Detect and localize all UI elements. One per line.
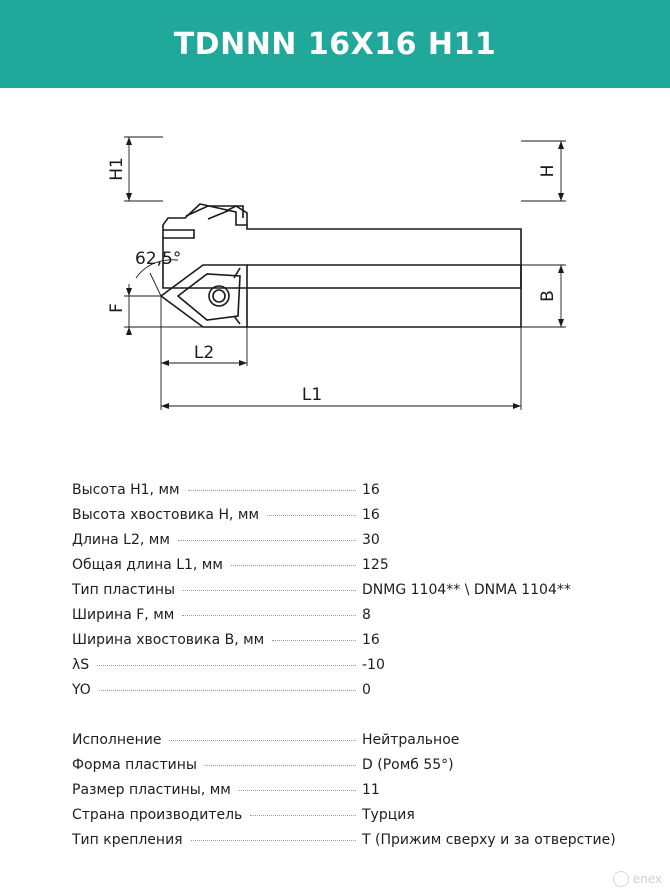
dot-leader — [267, 515, 356, 516]
label-l2: L2 — [193, 343, 215, 363]
spec-label: Высота H1, мм — [72, 482, 180, 498]
dot-leader — [99, 690, 356, 691]
dot-leader — [188, 490, 356, 491]
spec-value: -10 — [362, 657, 385, 673]
spec-row — [72, 607, 632, 632]
logo-text: enex — [632, 872, 662, 886]
dot-leader — [239, 790, 356, 791]
dot-leader — [272, 640, 356, 641]
label-angle: 62,5° — [135, 249, 182, 269]
spec-row — [72, 832, 632, 857]
spec-row — [72, 757, 632, 782]
spec-value: DNMG 1104** \ DNMA 1104** — [362, 582, 571, 598]
spec-label: Форма пластины — [72, 757, 197, 773]
spec-row — [72, 657, 632, 682]
spec-row — [72, 732, 632, 757]
tool-drawing — [0, 88, 670, 448]
dot-leader — [178, 540, 356, 541]
spec-label: Длина L2, мм — [72, 532, 170, 548]
label-l1: L1 — [301, 385, 323, 405]
spec-label: λS — [72, 657, 90, 673]
dot-leader — [182, 615, 356, 616]
spec-row — [72, 507, 632, 532]
insert-hole — [209, 286, 229, 306]
spec-label: Исполнение — [72, 732, 162, 748]
top-view-body — [247, 265, 521, 327]
spec-row — [72, 807, 632, 832]
spec-value: T (Прижим сверху и за отверстие) — [362, 832, 616, 848]
spec-group-gap — [72, 707, 632, 732]
header-bar — [0, 0, 670, 88]
spec-label: Ширина хвостовика B, мм — [72, 632, 265, 648]
spec-label: Высота хвостовика H, мм — [72, 507, 260, 523]
spec-row — [72, 532, 632, 557]
dot-leader — [191, 840, 356, 841]
spec-value: D (Ромб 55°) — [362, 757, 454, 773]
dot-leader — [169, 740, 356, 741]
spec-label: YO — [72, 682, 91, 698]
spec-value: 30 — [362, 532, 380, 548]
spec-value: 125 — [362, 557, 389, 573]
spec-value: 16 — [362, 632, 380, 648]
logo — [613, 871, 662, 887]
spec-label: Тип пластины — [72, 582, 176, 598]
spec-value: 8 — [362, 607, 371, 623]
spec-value: 11 — [362, 782, 380, 798]
spec-row — [72, 682, 632, 707]
spec-row — [72, 582, 632, 607]
spec-row — [72, 482, 632, 507]
spec-label: Размер пластины, мм — [72, 782, 231, 798]
spec-label: Общая длина L1, мм — [72, 557, 223, 573]
dot-leader — [205, 765, 356, 766]
label-h1: H1 — [107, 157, 127, 181]
dot-leader — [231, 565, 356, 566]
dot-leader — [97, 665, 356, 666]
label-b: B — [538, 290, 558, 302]
spec-row — [72, 557, 632, 582]
label-h: H — [538, 164, 558, 178]
spec-label: Тип крепления — [72, 832, 183, 848]
spec-label: Ширина F, мм — [72, 607, 175, 623]
specs-list — [72, 482, 632, 857]
spec-value: Турция — [362, 807, 415, 823]
side-view-body — [163, 204, 521, 288]
spec-value: 0 — [362, 682, 371, 698]
label-f: F — [107, 303, 127, 313]
dot-leader — [250, 815, 356, 816]
spec-value: Нейтральное — [362, 732, 460, 748]
spec-value: 16 — [362, 507, 380, 523]
page-title: TDNNN 16X16 H11 — [173, 26, 497, 62]
spec-label: Страна производитель — [72, 807, 243, 823]
spec-row — [72, 782, 632, 807]
spec-row — [72, 632, 632, 657]
spec-value: 16 — [362, 482, 380, 498]
logo-icon — [613, 871, 629, 887]
dot-leader — [183, 590, 356, 591]
